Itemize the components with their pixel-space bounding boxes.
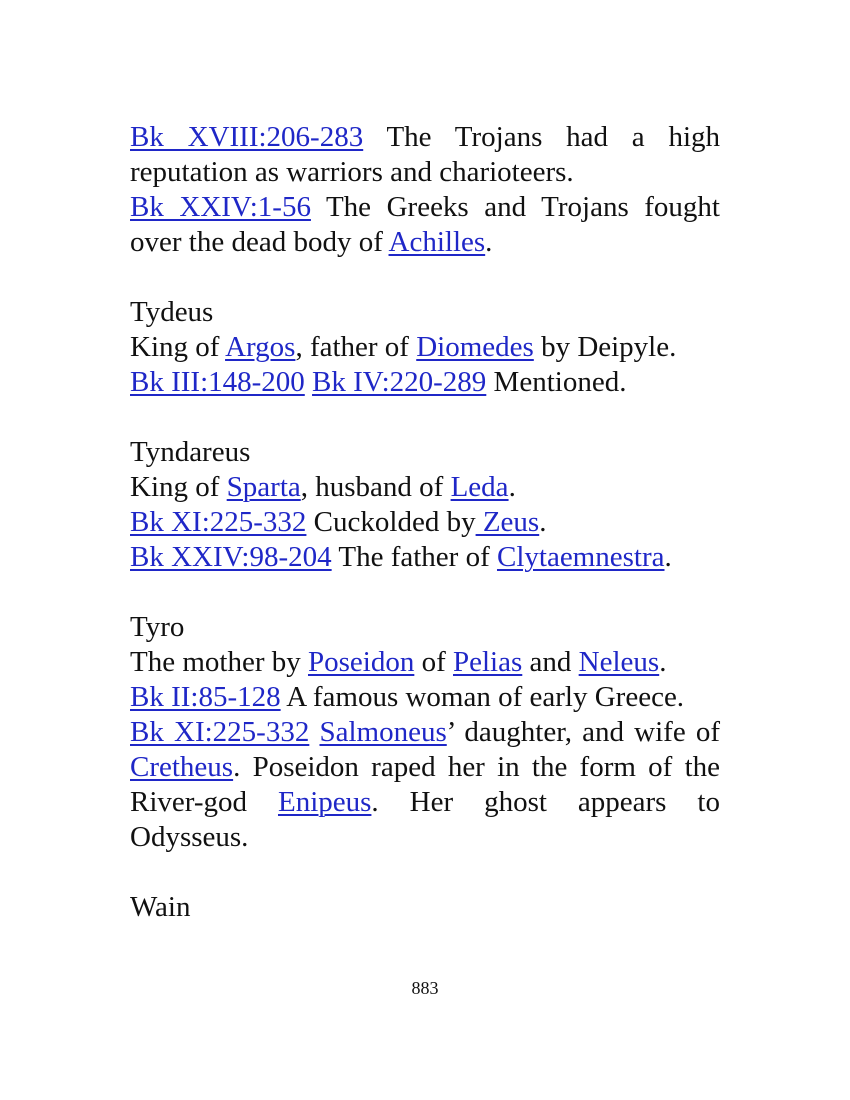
index-page-content [130,120,720,925]
link-neleus[interactable]: Neleus [578,646,660,678]
link-bk-xi-225-332[interactable]: Bk XI:225-332 [130,506,307,538]
page-number: 883 [411,978,439,998]
entry-text: The mother by [130,646,308,678]
link-salmoneus[interactable]: Salmoneus [319,716,447,748]
link-argos[interactable]: Argos [225,331,296,363]
entry-text: A famous woman of early Greece. [280,681,685,713]
link-bk-xviii-206-283[interactable]: Bk XVIII:206-283 [130,121,364,153]
entry-text: . Her ghost appears to Odysseus. [130,786,720,853]
entry-text [305,366,312,398]
link-leda[interactable]: Leda [450,471,509,503]
entry-text: , father of [295,331,417,363]
entry-text: . Poseidon raped her in the form of the River-god [130,751,720,818]
link-enipeus[interactable]: Enipeus [277,786,372,818]
entry-tyndareus-line-1 [130,470,720,505]
entry-trojans-line-2 [130,190,720,260]
entry-text: Mentioned. [486,366,627,398]
entry-text: . [659,646,667,678]
entry-text: and [522,646,579,678]
entry-text: . [539,506,547,538]
entry-text: . [508,471,516,503]
link-bk-xxiv-98-204[interactable]: Bk XXIV:98-204 [130,541,332,573]
link-poseidon[interactable]: Poseidon [307,646,415,678]
spacer [130,260,720,295]
entry-text: of [414,646,453,678]
link-clytaemnestra[interactable]: Clytaemnestra [496,541,665,573]
entry-tyro-line-1 [130,645,720,680]
entry-text: ’ daughter, and wife of [446,716,720,748]
link-pelias[interactable]: Pelias [453,646,523,678]
link-zeus[interactable]: Zeus [475,506,540,538]
link-cretheus[interactable]: Cretheus [130,751,234,783]
link-bk-xxiv-1-56[interactable]: Bk XXIV:1-56 [130,191,311,223]
link-achilles[interactable]: Achilles [388,226,486,258]
link-diomedes[interactable]: Diomedes [416,331,534,363]
link-bk-ii-85-128[interactable]: Bk II:85-128 [130,681,281,713]
entry-tyro-line-2 [130,680,720,715]
entry-text: The father of [331,541,497,573]
entry-text: . [664,541,672,573]
spacer [130,575,720,610]
link-bk-iv-220-289[interactable]: Bk IV:220-289 [312,366,487,398]
entry-text: The Trojans had a high reputation as warriors and charioteers. [130,121,721,188]
entry-text: King of [130,331,226,363]
entry-tydeus-line-2 [130,365,720,400]
heading-tyro: Tyro [130,611,185,643]
entry-text: , husband of [300,471,451,503]
entry-text [309,716,319,748]
entry-tyndareus-line-2 [130,505,720,540]
link-sparta[interactable]: Sparta [226,471,301,503]
link-bk-iii-148-200[interactable]: Bk III:148-200 [130,366,305,398]
entry-text: King of [130,471,227,503]
entry-text: by Deipyle. [533,331,677,363]
entry-tyro-line-3 [130,715,720,855]
entry-text: The Greeks and Trojans fought over the dead body of [130,191,720,258]
entry-tyndareus-line-3 [130,540,720,575]
entry-trojans-line-1 [130,120,720,190]
entry-text: . [485,226,493,258]
entry-text: Cuckolded by [306,506,476,538]
heading-tyndareus: Tyndareus [130,436,251,468]
heading-tydeus: Tydeus [130,296,214,328]
spacer [130,855,720,890]
spacer [130,400,720,435]
entry-tydeus-line-1 [130,330,720,365]
heading-wain: Wain [130,891,191,923]
link-bk-xi-225-332[interactable]: Bk XI:225-332 [130,716,310,748]
